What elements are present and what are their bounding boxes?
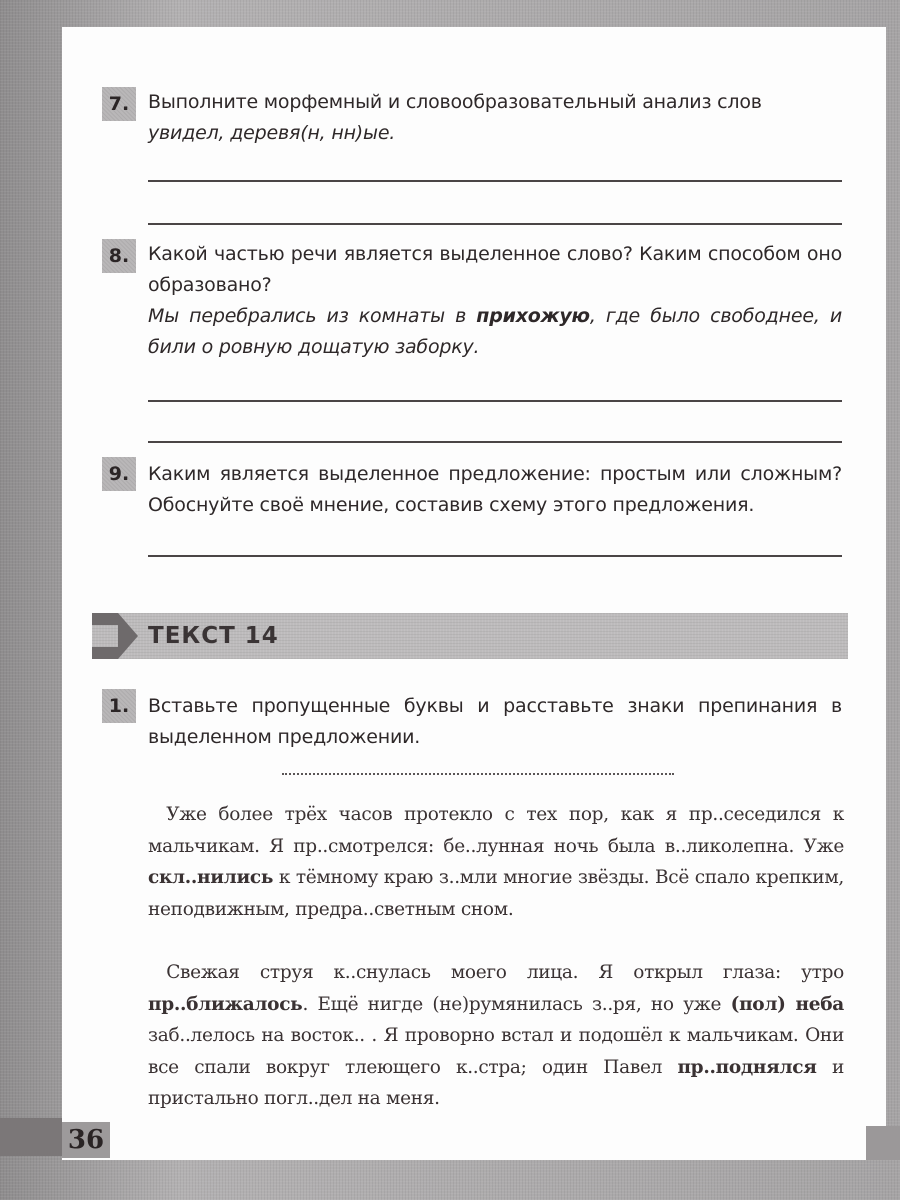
highlighted-phrase: (пол) неба bbox=[730, 993, 844, 1015]
paragraph bbox=[148, 799, 844, 925]
example-text: Мы перебрались из комнаты в bbox=[148, 305, 477, 327]
page-number-stripe bbox=[0, 1118, 62, 1156]
highlighted-word: пр..поднялся bbox=[677, 1056, 817, 1078]
task-8-text: Какой частью речи является выделенное слово? Каким способом оно образовано? bbox=[148, 243, 842, 296]
section-title: ТЕКСТ 14 bbox=[148, 623, 279, 649]
passage-text: заб..лелось на восток.. . Я проворно встал и подошёл к мальчикам. Они все спали вокруг тлеющего к..стра; один Павел bbox=[148, 1025, 844, 1078]
answer-line[interactable] bbox=[148, 223, 842, 225]
task-8-example bbox=[148, 305, 842, 358]
answer-line[interactable] bbox=[148, 180, 842, 182]
page-number: 36 bbox=[62, 1122, 110, 1158]
paragraph bbox=[148, 957, 844, 1115]
dotted-separator bbox=[282, 773, 674, 775]
task-number-9: 9. bbox=[102, 457, 136, 491]
task-number-1: 1. bbox=[102, 689, 136, 723]
task-number-7: 7. bbox=[102, 87, 136, 121]
passage-text: и пристально погл..дел на меня. bbox=[148, 1056, 844, 1109]
task-9-question: Каким является выделенное предложение: простым или сложным? Обоснуйте своё мнение, составив схему этого предложения. bbox=[148, 463, 842, 516]
task-7-question bbox=[148, 87, 842, 149]
task-1-question: Вставьте пропущенные буквы и расставьте знаки препинания в выделенном предложении. bbox=[148, 695, 842, 748]
answer-line[interactable] bbox=[148, 400, 842, 402]
arrow-icon-part bbox=[92, 613, 118, 625]
passage-paragraph-1 bbox=[148, 799, 844, 925]
passage-paragraph-2 bbox=[148, 957, 844, 1115]
highlighted-word: скл..нились bbox=[148, 867, 274, 888]
task-7-text: Выполните морфемный и словообразовательный анализ слов bbox=[148, 91, 762, 113]
workbook-page bbox=[62, 27, 886, 1160]
example-text: , где было свободнее, и били о ровную дощатую заборку. bbox=[148, 305, 842, 358]
decorative-stripe bbox=[866, 1126, 900, 1160]
answer-line[interactable] bbox=[148, 441, 842, 443]
highlighted-word: прихожую bbox=[476, 305, 590, 327]
arrow-icon-part bbox=[92, 647, 118, 659]
task-7-words: увидел, деревя(н, нн)ые. bbox=[148, 122, 396, 144]
section-header bbox=[92, 613, 848, 659]
passage-text: к тёмному краю з..мли многие звёзды. Всё спало крепким, неподвижным, предра..светным сном. bbox=[148, 867, 844, 920]
arrow-right-icon bbox=[118, 613, 138, 659]
passage-text: . Ещё нигде (не)румянилась з..ря, но уже bbox=[302, 993, 731, 1015]
task-8-question bbox=[148, 239, 842, 363]
task-number-8: 8. bbox=[102, 239, 136, 273]
highlighted-word: пр..ближалось bbox=[148, 993, 303, 1015]
answer-line[interactable] bbox=[148, 555, 842, 557]
passage-text: Свежая струя к..снулась моего лица. Я открыл глаза: утро bbox=[166, 962, 844, 983]
passage-text: Уже более трёх часов протекло с тех пор, как я пр..сеседился к мальчикам. Я пр..смотрелся: бе..лунная ночь была в..ликолепна. Уже bbox=[148, 804, 844, 857]
